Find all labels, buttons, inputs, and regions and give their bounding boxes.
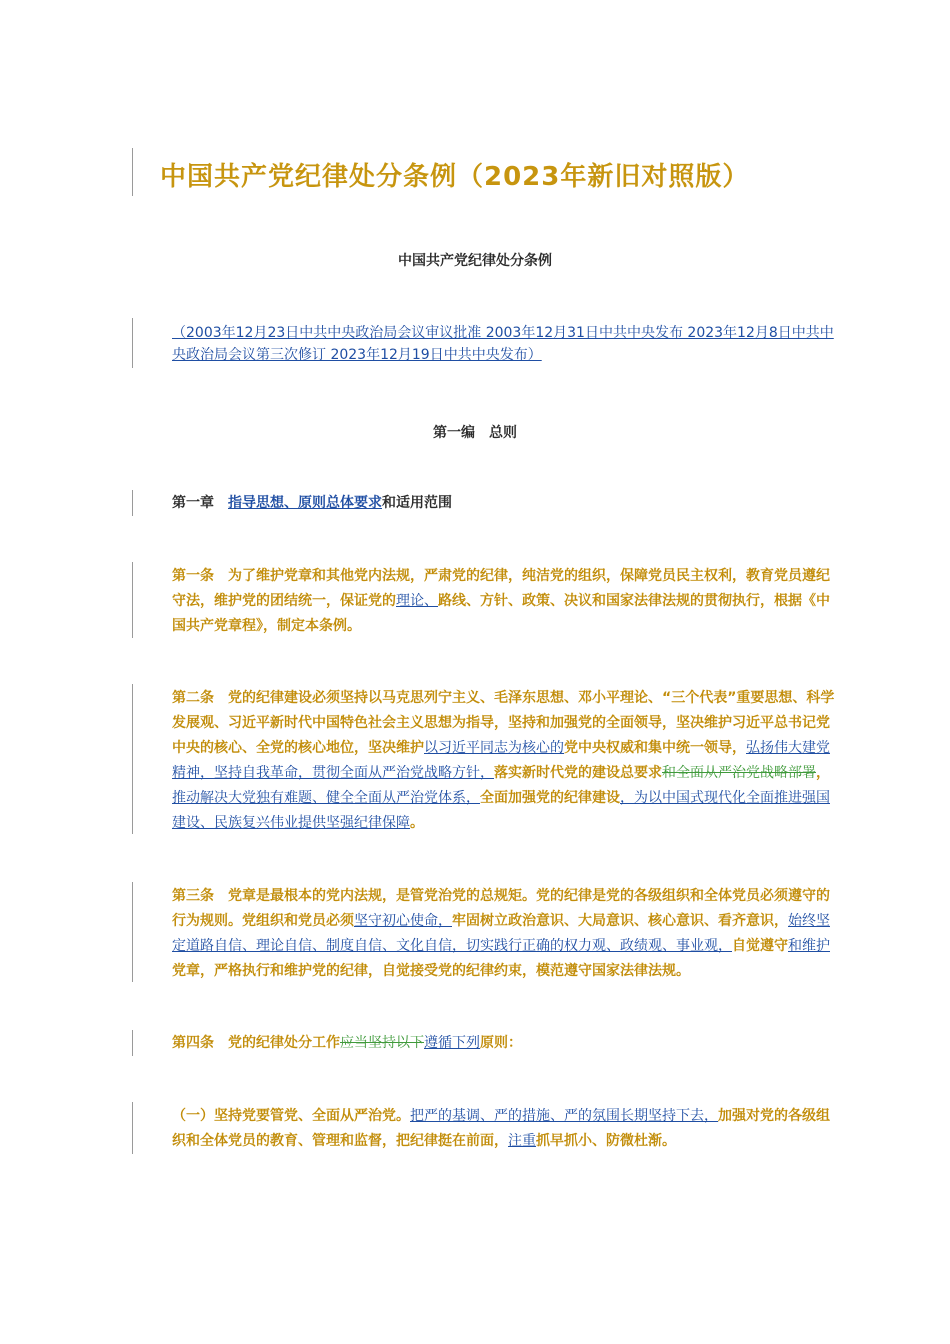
- article-text: 落实新时代党的建设总要求: [494, 765, 662, 781]
- article-text: 加强对党的各级组织和全体党员的教育、管理和监督，把纪律挺在前面，: [172, 1108, 830, 1149]
- change-bar: [132, 684, 133, 834]
- article-3: [144, 884, 836, 984]
- chapter-heading: [144, 491, 836, 516]
- part-heading: 第一编 总则: [433, 425, 517, 441]
- inserted-text: 和维护: [788, 938, 830, 954]
- regulation-name: 中国共产党纪律处分条例: [398, 253, 552, 269]
- article-2: [144, 686, 836, 836]
- inserted-text: 以习近平同志为核心的: [424, 740, 564, 756]
- inserted-text: 始终坚定道路自信、理论自信、制度自信、文化自信，切实践行正确的权力观、政绩观、事业观，: [172, 913, 830, 954]
- inserted-text: 指导思想、原则总体要求: [228, 495, 382, 511]
- inserted-text: 把严的基调、严的措施、严的氛围长期坚持下去，: [410, 1108, 718, 1124]
- document-title: 中国共产党纪律处分条例（2023年新旧对照版）: [160, 162, 750, 192]
- chapter-label: 第一章: [172, 495, 228, 511]
- article-1: [144, 564, 836, 639]
- article-4-item-1: [144, 1104, 836, 1154]
- inserted-text: 注重: [508, 1133, 536, 1149]
- article-text: 原则：: [480, 1035, 522, 1051]
- article-text: ，: [816, 765, 830, 781]
- article-text: 。: [410, 815, 424, 831]
- inserted-text: 理论、: [396, 593, 438, 609]
- change-bar: [132, 490, 133, 516]
- article-text: 第三条 党章是最根本的党内法规，是管党治党的总规矩。党的纪律是党的各级组织和全体党员必须遵守的行为规则。党组织和党员必须: [172, 888, 830, 929]
- article-text: 党中央权威和集中统一领导，: [564, 740, 746, 756]
- inserted-text: 遵循下列: [424, 1035, 480, 1051]
- article-text: （一）坚持党要管党、全面从严治党。: [172, 1108, 410, 1124]
- article-text: 第四条 党的纪律处分工作: [172, 1035, 340, 1051]
- article-4: [144, 1031, 836, 1056]
- deleted-text: 应当坚持以下: [340, 1035, 424, 1051]
- change-bar: [132, 148, 133, 196]
- article-text: 第二条 党的纪律建设必须坚持以马克思列宁主义、毛泽东思想、邓小平理论、“三个代表”重要思想、科学发展观、习近平新时代中国特色社会主义思想为指导，坚持和加强党的全面领导，坚决维护习近平总书记党中央的核心、全党的核心地位，坚决维护: [172, 690, 835, 756]
- deleted-text: 和全面从严治党战略部署: [662, 765, 816, 781]
- article-text: 抓早抓小、防微杜渐。: [536, 1133, 676, 1149]
- chapter-rest: 和适用范围: [382, 495, 452, 511]
- change-bar: [132, 562, 133, 638]
- article-text: 自觉遵守: [732, 938, 788, 954]
- change-bar: [132, 882, 133, 982]
- inserted-text: 推动解决大党独有难题、健全全面从严治党体系，: [172, 790, 480, 806]
- article-text: 路线、方针、政策、决议和国家法律法规的贯彻执行，根据《中国共产党章程》，制定本条例。: [172, 593, 830, 634]
- change-bar: [132, 1030, 133, 1056]
- article-text: 牢固树立政治意识、大局意识、核心意识、看齐意识，: [452, 913, 788, 929]
- inserted-text: ，为以中国式现代化全面推进强国建设、民族复兴伟业提供坚强纪律保障: [172, 790, 830, 831]
- article-text: 党章，严格执行和维护党的纪律，自觉接受党的纪律约束，模范遵守国家法律法规。: [172, 963, 690, 979]
- article-text: 第一条 为了维护党章和其他党内法规，严肃党的纪律，纯洁党的组织，保障党员民主权利，教育党员遵纪守法，维护党的团结统一，保证党的: [172, 568, 830, 609]
- history-note: （2003年12月23日中共中央政治局会议审议批准 2003年12月31日中共中央发布 2023年12月8日中共中央政治局会议第三次修订 2023年12月19日中共中央发布）: [172, 325, 834, 363]
- inserted-text: 弘扬伟大建党精神，坚持自我革命，贯彻全面从严治党战略方针，: [172, 740, 830, 781]
- article-text: 全面加强党的纪律建设: [480, 790, 620, 806]
- change-bar: [132, 1102, 133, 1154]
- change-bar: [132, 318, 133, 368]
- inserted-text: 坚守初心使命，: [354, 913, 452, 929]
